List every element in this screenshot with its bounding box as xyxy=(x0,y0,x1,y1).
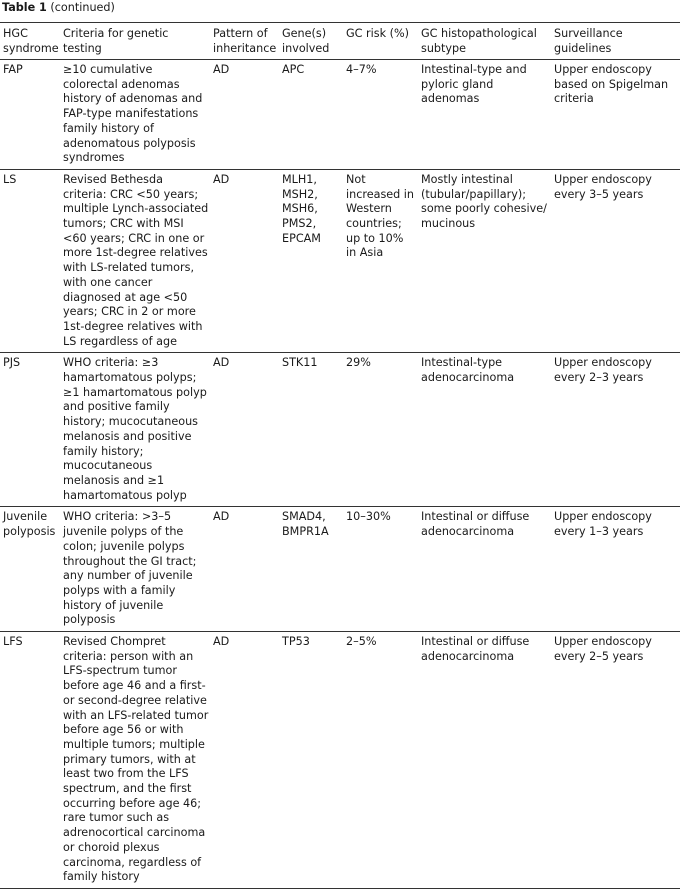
cell-risk: 4–7% xyxy=(346,63,377,76)
table-continued-note: (continued) xyxy=(50,1,115,14)
cell-inheritance: AD xyxy=(213,63,230,76)
cell-surveillance: Upper endoscopy every 3–5 years xyxy=(554,172,652,201)
cell-inheritance: AD xyxy=(213,510,230,524)
cell-inheritance: AD xyxy=(213,172,230,186)
table-header-row xyxy=(0,23,680,60)
cell-syndrome: PJS xyxy=(3,356,21,370)
cell-risk: 10–30% xyxy=(346,510,391,524)
cell-surveillance: Upper endoscopy every 1–3 years xyxy=(554,510,652,539)
cell-syndrome: LS xyxy=(3,172,17,186)
cell-risk: 29% xyxy=(346,356,371,370)
cell-genes: MLH1, MSH2, MSH6, PMS2, EPCAM xyxy=(282,172,321,245)
cell-risk: 2–5% xyxy=(346,635,377,649)
cell-subtype: Intestinal-type adenocarcinoma xyxy=(421,356,515,385)
table-row xyxy=(0,507,680,632)
cell-subtype: Intestinal or diffuse adenocarcinoma xyxy=(421,635,530,663)
header-subtype: GC histopathological subtype xyxy=(421,27,537,55)
cell-surveillance: Upper endoscopy every 2–3 years xyxy=(554,356,652,385)
cell-subtype: Intestinal or diffuse adenocarcinoma xyxy=(421,510,530,539)
cell-criteria: Revised Chompret criteria: person with an LFS-spectrum tumor before age 46 and a first- or second-degree relative with an LFS-related tumor before age 56 or with multiple tumors; multiple primary tumors, with at least two from the LFS spectrum, and the first occurring before age 46; rare tumor such as adrenocortical carcinoma or choroid plexus carcinoma, regardless of family history xyxy=(63,635,209,884)
cell-genes: TP53 xyxy=(282,635,310,649)
header-risk: GC risk (%) xyxy=(346,27,409,40)
cell-surveillance: Upper endoscopy based on Spigelman criteria xyxy=(554,63,669,106)
header-inheritance: Pattern of inheritance xyxy=(213,27,277,55)
table-row xyxy=(0,169,680,352)
cell-criteria: WHO criteria: >3–5 juvenile polyps of the colon; juvenile polyps throughout the GI tract; any number of juvenile polyps with a family history of juvenile polyposis xyxy=(63,510,197,627)
cell-surveillance: Upper endoscopy every 2–5 years xyxy=(554,635,652,663)
cell-inheritance: AD xyxy=(213,635,230,649)
header-genes: Gene(s) involved xyxy=(282,27,330,55)
cell-syndrome: Juvenile polyposis xyxy=(3,510,56,539)
cell-genes: APC xyxy=(282,63,305,76)
header-syndrome: HGC syndrome xyxy=(3,27,59,55)
syndrome-table xyxy=(0,22,680,889)
table-label: Table 1 xyxy=(2,1,47,14)
cell-inheritance: AD xyxy=(213,356,230,370)
cell-risk: Not increased in Western countries; up to 10% in Asia xyxy=(346,172,415,260)
table-row xyxy=(0,632,680,889)
cell-criteria: Revised Bethesda criteria: CRC <50 years; multiple Lynch-associated tumors; CRC with MSI <60 years; CRC in one or more 1st-degree relatives with LS-related tumors, with one cancer diagnosed at age <50 years; CRC in 2 or more 1st-degree relatives with LS regardless of age xyxy=(63,172,209,348)
cell-genes: SMAD4, BMPR1A xyxy=(282,510,329,539)
cell-criteria: WHO criteria: ≥3 hamartomatous polyps; ≥1 hamartomatous polyp and positive family history; mucocutaneous melanosis and positive family history; mucocutaneous melanosis and ≥1 hamartomatous polyp xyxy=(63,356,207,502)
cell-criteria: ≥10 cumulative colorectal adenomas history of adenomas and FAP-type manifestations family history of adenomatous polyposis syndromes xyxy=(63,63,203,165)
cell-subtype: Intestinal-type and pyloric gland adenomas xyxy=(421,63,527,106)
header-criteria: Criteria for genetic testing xyxy=(63,27,169,55)
cell-syndrome: FAP xyxy=(3,63,23,76)
cell-syndrome: LFS xyxy=(3,635,23,649)
cell-subtype: Mostly intestinal (tubular/papillary); some poorly cohesive/ mucinous xyxy=(421,172,547,231)
table-row xyxy=(0,353,680,507)
table-row xyxy=(0,60,680,170)
header-surveillance: Surveillance guidelines xyxy=(554,27,623,55)
table-caption xyxy=(2,1,115,15)
cell-genes: STK11 xyxy=(282,356,318,370)
